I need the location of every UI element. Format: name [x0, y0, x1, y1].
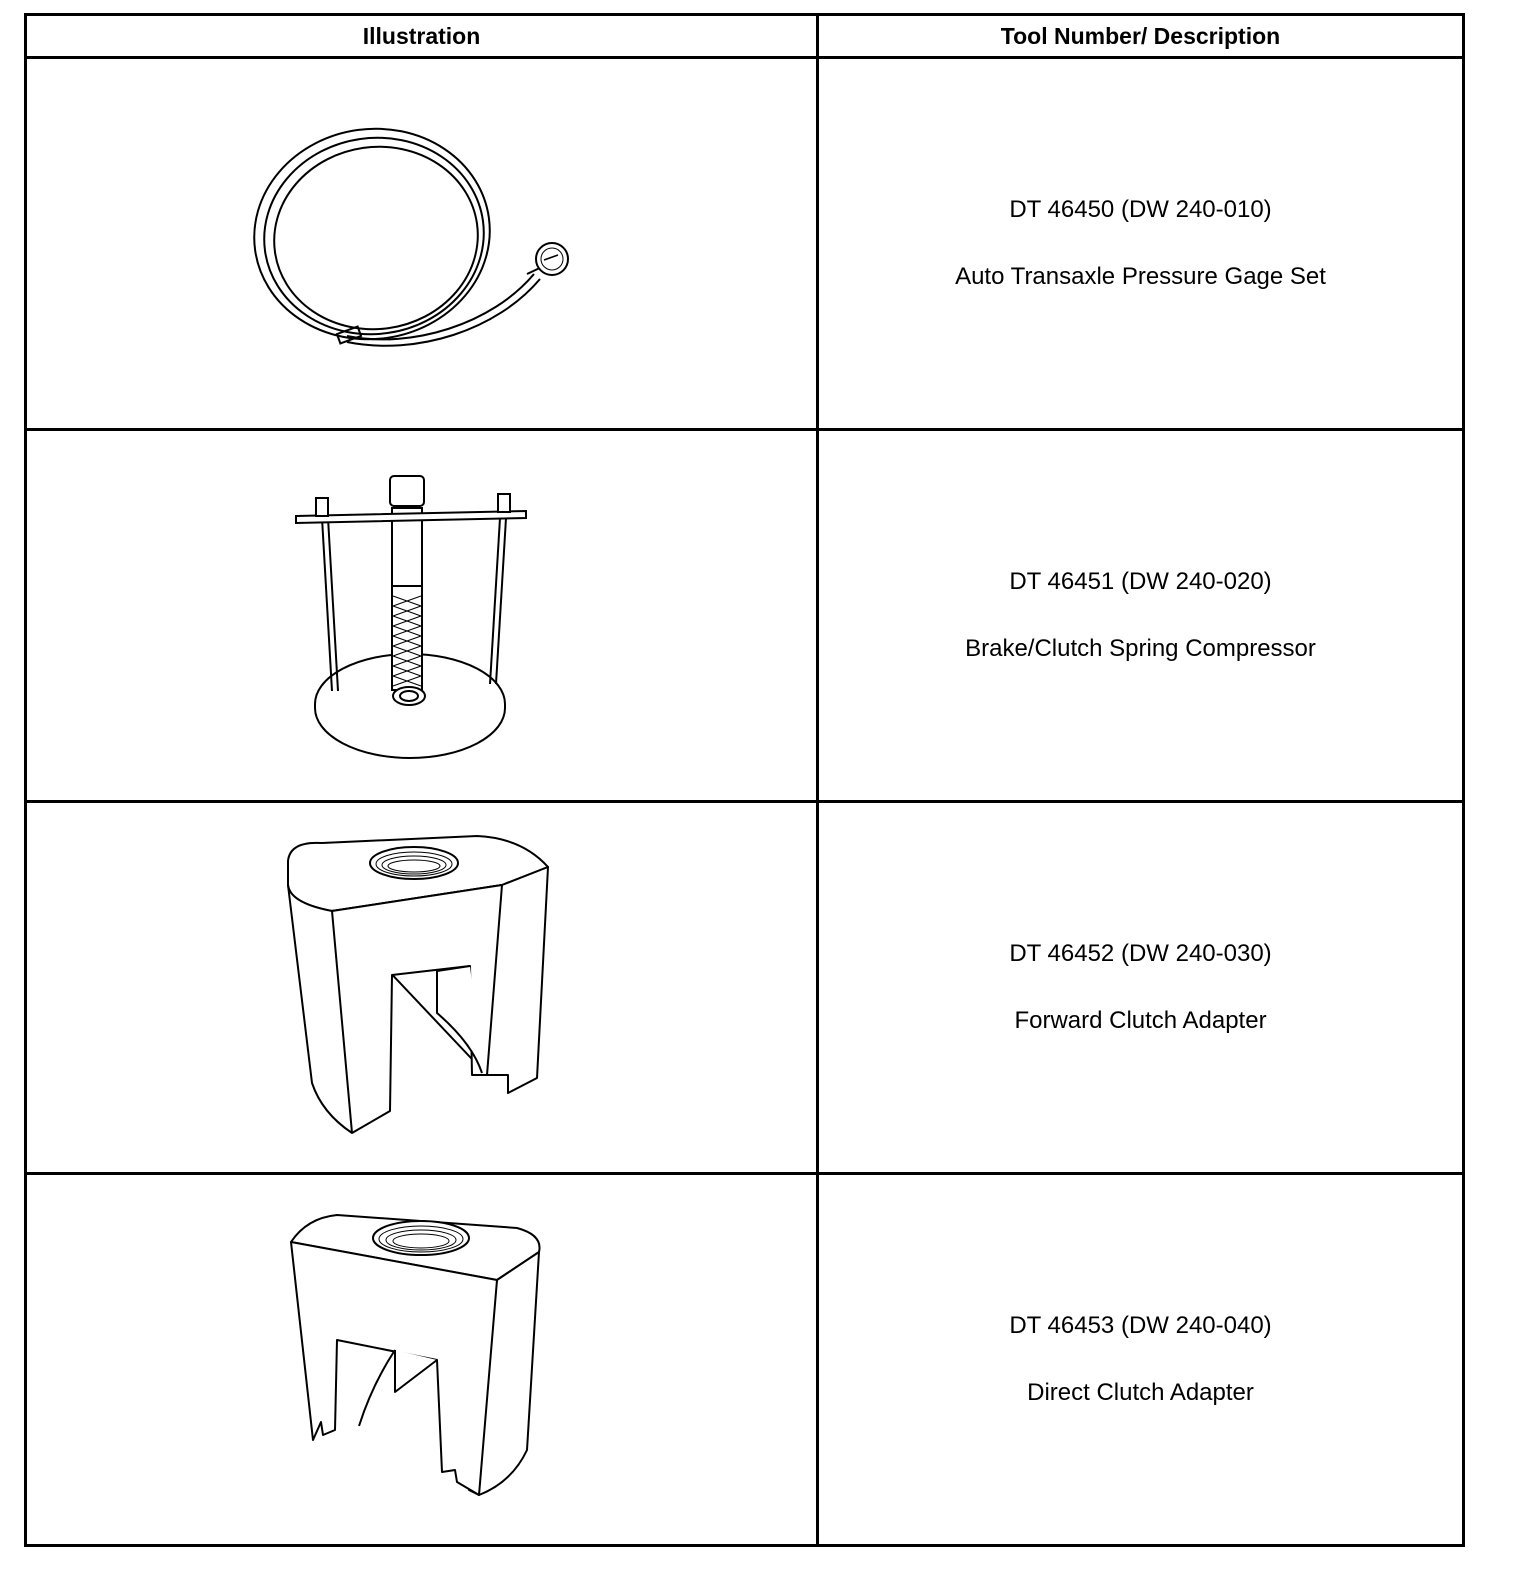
description-cell — [818, 802, 1464, 1174]
description-cell — [818, 1174, 1464, 1546]
spring-compressor-illustration — [292, 456, 552, 776]
pressure-gage-icon — [536, 243, 568, 275]
forward-clutch-adapter-illustration — [282, 833, 562, 1143]
table-row — [26, 430, 1464, 802]
tool-name: Auto Transaxle Pressure Gage Set — [955, 262, 1326, 290]
tool-number: DT 46451 (DW 240-020) — [1009, 567, 1272, 595]
description-cell — [818, 430, 1464, 802]
description-cell — [818, 58, 1464, 430]
illustration-cell — [26, 430, 818, 802]
pressure-gage-set-illustration — [252, 124, 592, 364]
table-row — [26, 802, 1464, 1174]
illustration-cell — [26, 58, 818, 430]
header-illustration: Illustration — [26, 15, 818, 58]
table-header-row — [26, 15, 1464, 58]
tool-number: DT 46452 (DW 240-030) — [1009, 939, 1272, 967]
header-tool-description: Tool Number/ Description — [818, 15, 1464, 58]
direct-clutch-adapter-illustration — [287, 1210, 557, 1510]
tool-number: DT 46453 (DW 240-040) — [1009, 1311, 1272, 1339]
table-row — [26, 1174, 1464, 1546]
tool-number: DT 46450 (DW 240-010) — [1009, 195, 1272, 223]
table-row — [26, 58, 1464, 430]
illustration-cell — [26, 1174, 818, 1546]
tool-name: Brake/Clutch Spring Compressor — [965, 634, 1316, 662]
tool-name: Direct Clutch Adapter — [1027, 1378, 1254, 1406]
illustration-cell — [26, 802, 818, 1174]
special-tools-table — [24, 13, 1465, 1547]
tool-name: Forward Clutch Adapter — [1014, 1006, 1267, 1034]
